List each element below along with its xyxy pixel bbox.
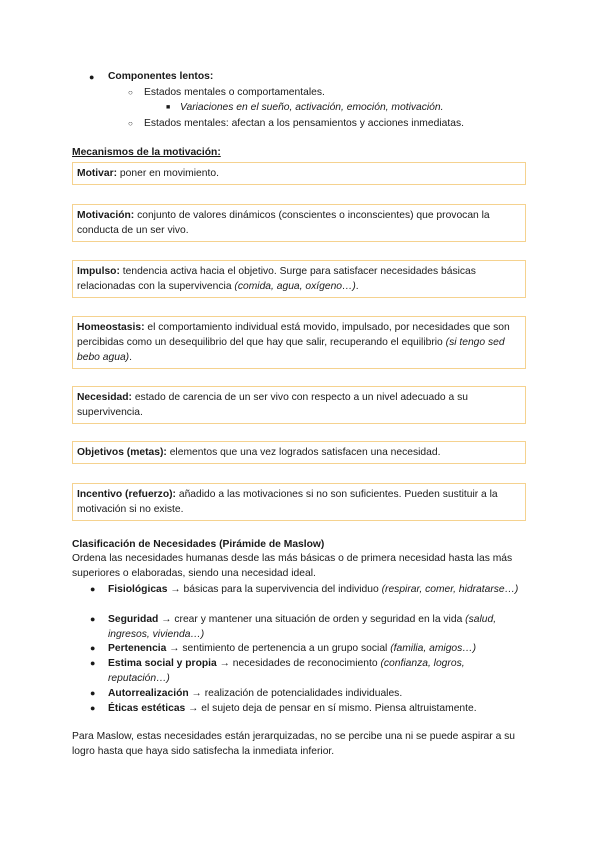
bullet-square: ■ (166, 104, 171, 111)
definition-punct: . (129, 352, 132, 363)
definition-term: Necesidad: (77, 392, 132, 403)
definition-box-objetivos (72, 441, 526, 464)
sub-item-estados-inmediatos: Estados mentales: afectan a los pensamientos y acciones inmediatas. (144, 118, 464, 129)
list-item-estima (90, 656, 528, 686)
bullet-dot: ● (90, 584, 96, 594)
definition-term: Impulso: (77, 266, 120, 277)
definition-box-incentivo (72, 483, 526, 521)
bullet-circle: ○ (128, 88, 133, 97)
definition-term: Motivar: (77, 168, 118, 179)
definition-term: Objetivos (metas): (77, 447, 167, 458)
need-term: Autorrealización (108, 688, 189, 699)
list-item-eticas (90, 701, 528, 716)
definition-term: Homeostasis: (77, 322, 145, 333)
definition-example: (comida, agua, oxígeno…) (234, 281, 356, 292)
list-item-fisiologicas (90, 582, 528, 597)
definition-term: Incentivo (refuerzo): (77, 489, 176, 500)
need-examples: (salud, ingresos, vivienda…) (108, 614, 497, 640)
need-text: → crear y mantener una situación de orden y seguridad en la vida (158, 614, 466, 625)
definition-text: conjunto de valores dinámicos (conscientes o inconscientes) que provocan la conducta de un ser vivo. (77, 210, 490, 236)
definition-text: el comportamiento individual está movido, impulsado, por necesidades que son percibidas como un desequilibrio del que hay que salir, recuperando el equilibrio (77, 322, 510, 348)
need-examples: (familia, amigos…) (390, 643, 477, 654)
sub-sub-item-variaciones: Variaciones en el sueño, activación, emoción, motivación. (180, 102, 444, 113)
need-term: Éticas estéticas (108, 703, 186, 714)
bullet-dot: ● (90, 643, 96, 653)
need-term: Estima social y propia (108, 658, 217, 669)
need-text: → realización de potencialidades individuales. (188, 688, 403, 699)
maslow-intro: Ordena las necesidades humanas desde las más básicas o de primera necesidad hasta las más superiores o elaboradas, siendo una necesidad ideal. (72, 553, 513, 579)
need-text: → necesidades de reconocimiento (216, 658, 381, 669)
bullet-circle: ○ (128, 119, 133, 128)
need-term: Fisiológicas (108, 584, 168, 595)
closing-paragraph: Para Maslow, estas necesidades están jerarquizadas, no se percibe una ni se puede aspirar a su logro hasta que haya sido satisfecha la inmediata inferior. (72, 731, 516, 757)
need-examples: (confianza, logros, reputación…) (108, 658, 465, 684)
need-term: Seguridad (108, 614, 159, 625)
definition-text: estado de carencia de un ser vivo con respecto a un nivel adecuado a su supervivencia. (77, 392, 468, 418)
definition-term: Motivación: (77, 210, 135, 221)
definition-box-necesidad (72, 386, 526, 424)
list-item-autorrealizacion (90, 686, 528, 701)
definition-box-motivar (72, 162, 526, 185)
bullet-dot: ● (90, 688, 96, 698)
list-item-componentes-lentos: Componentes lentos: (108, 71, 214, 82)
list-item-seguridad (90, 612, 528, 642)
list-item-pertenencia (90, 641, 528, 656)
definition-box-motivacion (72, 204, 526, 242)
need-text: → básicas para la supervivencia del individuo (167, 584, 382, 595)
definition-punct: . (355, 281, 359, 292)
definition-text: poner en movimiento. (117, 168, 219, 179)
sub-item-estados-mentales: Estados mentales o comportamentales. (144, 87, 325, 98)
bullet-dot: ● (90, 658, 96, 668)
bullet-dot: ● (90, 614, 96, 624)
definition-text: elementos que una vez logrados satisfacen una necesidad. (166, 447, 441, 458)
need-text: → el sujeto deja de pensar en sí mismo. Piensa altruistamente. (185, 703, 477, 714)
need-text: → sentimiento de pertenencia a un grupo social (166, 643, 391, 654)
definition-text: añadido a las motivaciones si no son suficientes. Pueden sustituir a la motivación si no existe. (77, 489, 498, 515)
definition-box-impulso (72, 260, 526, 298)
need-examples: (respirar, comer, hidratarse…) (381, 584, 519, 595)
need-term: Pertenencia (108, 643, 167, 654)
section-title-mecanismos: Mecanismos de la motivación: (72, 147, 221, 158)
definition-text: tendencia activa hacia el objetivo. Surge para satisfacer necesidades básicas relacionadas con la supervivencia (77, 266, 476, 292)
definition-example: (si tengo sed bebo agua) (77, 337, 505, 363)
section-title-maslow: Clasificación de Necesidades (Pirámide de Maslow) (72, 539, 325, 550)
definition-box-homeostasis (72, 316, 526, 369)
bullet-dot: ● (89, 72, 95, 82)
bullet-dot: ● (90, 703, 96, 713)
